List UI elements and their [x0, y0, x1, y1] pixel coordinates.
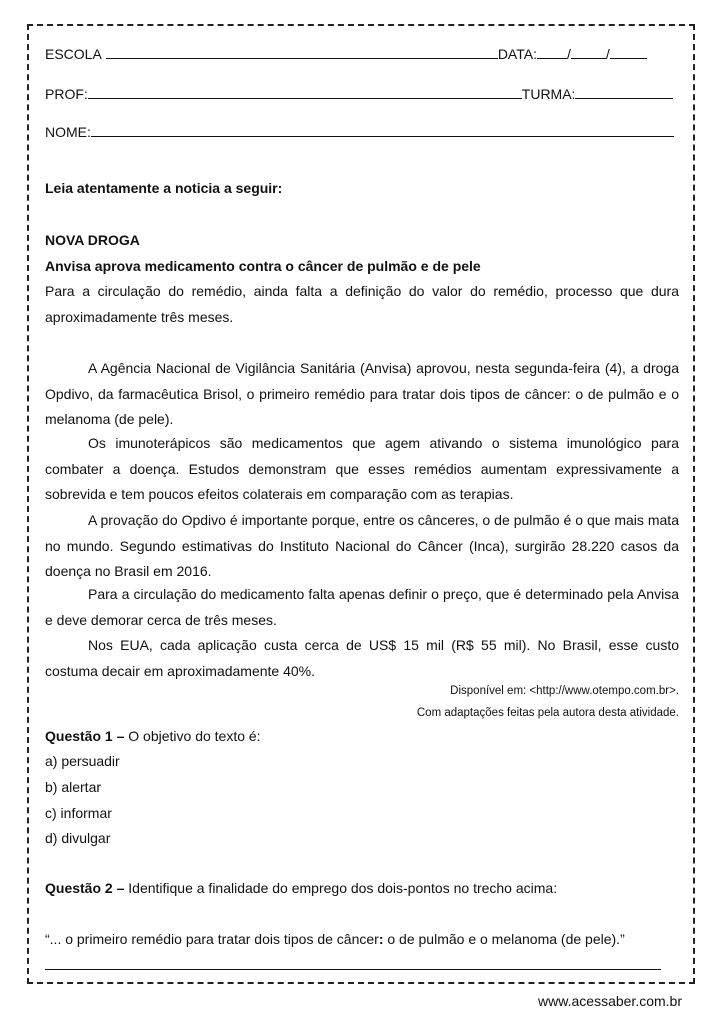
header-name-line [45, 118, 679, 140]
name-field[interactable] [91, 122, 674, 137]
source-adaptation-note: Com adaptações feitas pela autora desta atividade. [416, 707, 679, 719]
article-lead: Para a circulação do remédio, ainda falta a definição do valor do remédio, processo que dura aproximadamente três meses. [45, 283, 679, 325]
date-label: DATA: [497, 46, 537, 62]
turma-field[interactable] [575, 84, 673, 99]
question-1-option-b[interactable]: b) alertar [45, 779, 102, 795]
question-1-option-a[interactable]: a) persuadir [45, 753, 120, 769]
article-paragraph: A provação do Opdivo é importante porque, entre os cânceres, o de pulmão é o que mais mata no mundo. Segundo estimativas do Instituto Nacional do Câncer (Inca), surgirão 28.220 casos da doença no Brasil em 2016. [45, 512, 679, 579]
question-2-text: Identifique a finalidade do emprego dos dois-pontos no trecho acima: [124, 880, 558, 896]
prof-field[interactable] [88, 84, 522, 99]
question-2 [45, 880, 557, 896]
question-1-option-d[interactable]: d) divulgar [45, 830, 111, 846]
worksheet-border [27, 24, 695, 984]
question-2-quote [45, 931, 625, 947]
question-1 [45, 728, 261, 744]
school-label: ESCOLA [45, 46, 102, 62]
date-month-field[interactable] [571, 44, 606, 59]
question-1-option-c[interactable]: c) informar [45, 805, 112, 821]
article-paragraph: A Agência Nacional de Vigilância Sanitária (Anvisa) aprovou, nesta segunda-feira (4), a droga Opdivo, da farmacêutica Brisol, o primeiro remédio para tratar dois tipos de câncer: o de pulmão e o melanoma (de pele). [45, 360, 679, 427]
source-citation: Disponível em: <http://www.otempo.com.br>. [450, 685, 679, 697]
header-school-line [45, 40, 679, 62]
quote-colon: : [378, 931, 384, 947]
article-paragraph: Os imunoterápicos são medicamentos que agem ativando o sistema imunológico para combater a doença. Estudos demonstram que esses remédios aumentam expressivamente a sobrevida e tem poucos efeitos colaterais em comparação com as terapias. [45, 435, 679, 502]
article-paragraph: Para a circulação do medicamento falta apenas definir o preço, que é determinado pela Anvisa e deve demorar cerca de três meses. [45, 586, 679, 628]
question-1-text: O objetivo do texto é: [124, 728, 261, 744]
answer-line[interactable] [45, 969, 661, 970]
name-label: NOME: [45, 124, 91, 140]
article-paragraph: Nos EUA, cada aplicação custa cerca de US$ 15 mil (R$ 55 mil). No Brasil, esse custo costuma decair em aproximadamente 40%. [45, 637, 679, 679]
date-day-field[interactable] [537, 44, 567, 59]
question-1-label: Questão 1 – [45, 728, 125, 744]
quote-before-colon: “... o primeiro remédio para tratar dois tipos de câncer [45, 931, 379, 947]
article-headline: Anvisa aprova medicamento contra o câncer de pulmão e de pele [45, 258, 481, 274]
date-sep-1: / [566, 46, 571, 62]
header-prof-line [45, 80, 679, 102]
school-field[interactable] [106, 44, 498, 59]
date-year-field[interactable] [610, 44, 647, 59]
turma-label: TURMA: [521, 86, 576, 102]
date-sep-2: / [605, 46, 610, 62]
question-2-label: Questão 2 – [45, 880, 125, 896]
footer-website: www.acessaber.com.br [538, 993, 682, 1009]
prof-label: PROF: [45, 86, 88, 102]
article-kicker: NOVA DROGA [45, 232, 140, 248]
quote-after-colon: o de pulmão e o melanoma (de pele).” [383, 931, 625, 947]
intro-instruction: Leia atentamente a noticia a seguir: [45, 180, 283, 196]
